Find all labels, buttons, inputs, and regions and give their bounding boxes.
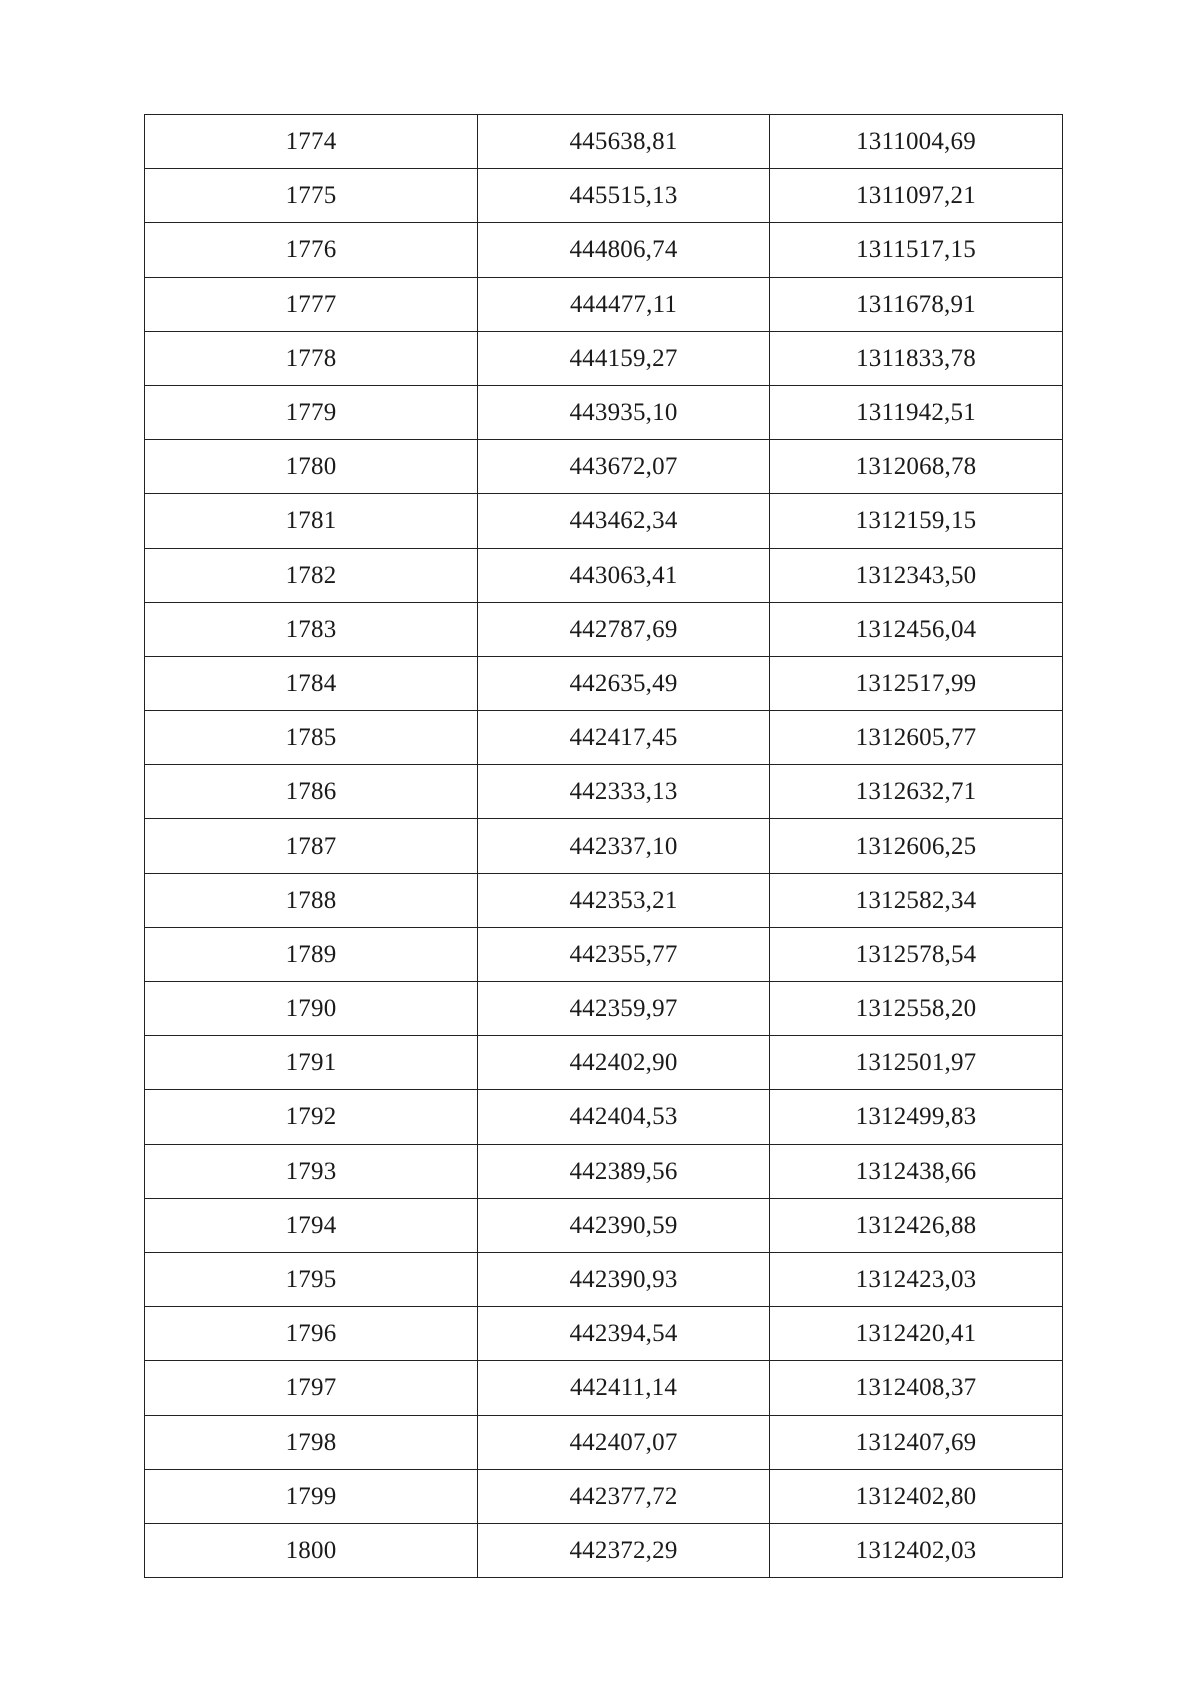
x-coordinate-cell: 442333,13 <box>478 765 770 819</box>
x-coordinate-cell: 442355,77 <box>478 927 770 981</box>
point-number-cell: 1783 <box>145 602 478 656</box>
point-number-cell: 1798 <box>145 1415 478 1469</box>
point-number-cell: 1799 <box>145 1469 478 1523</box>
y-coordinate-cell: 1311097,21 <box>770 169 1063 223</box>
table-row <box>145 602 1063 656</box>
y-coordinate-cell: 1312343,50 <box>770 548 1063 602</box>
table-row <box>145 1469 1063 1523</box>
x-coordinate-cell: 442389,56 <box>478 1144 770 1198</box>
table-row <box>145 494 1063 548</box>
y-coordinate-cell: 1311942,51 <box>770 385 1063 439</box>
point-number-cell: 1793 <box>145 1144 478 1198</box>
table-row <box>145 982 1063 1036</box>
table-row <box>145 1198 1063 1252</box>
x-coordinate-cell: 442404,53 <box>478 1090 770 1144</box>
x-coordinate-cell: 445515,13 <box>478 169 770 223</box>
point-number-cell: 1782 <box>145 548 478 602</box>
y-coordinate-cell: 1312582,34 <box>770 873 1063 927</box>
y-coordinate-cell: 1312068,78 <box>770 440 1063 494</box>
x-coordinate-cell: 442390,59 <box>478 1198 770 1252</box>
x-coordinate-cell: 442377,72 <box>478 1469 770 1523</box>
y-coordinate-cell: 1312456,04 <box>770 602 1063 656</box>
x-coordinate-cell: 443063,41 <box>478 548 770 602</box>
y-coordinate-cell: 1312438,66 <box>770 1144 1063 1198</box>
x-coordinate-cell: 443672,07 <box>478 440 770 494</box>
x-coordinate-cell: 442353,21 <box>478 873 770 927</box>
y-coordinate-cell: 1312423,03 <box>770 1252 1063 1306</box>
y-coordinate-cell: 1312408,37 <box>770 1361 1063 1415</box>
point-number-cell: 1774 <box>145 115 478 169</box>
table-row <box>145 1361 1063 1415</box>
x-coordinate-cell: 442402,90 <box>478 1036 770 1090</box>
x-coordinate-cell: 445638,81 <box>478 115 770 169</box>
y-coordinate-cell: 1311004,69 <box>770 115 1063 169</box>
point-number-cell: 1780 <box>145 440 478 494</box>
y-coordinate-cell: 1312578,54 <box>770 927 1063 981</box>
table-row <box>145 1144 1063 1198</box>
table-row <box>145 223 1063 277</box>
table-row <box>145 927 1063 981</box>
table-row <box>145 277 1063 331</box>
y-coordinate-cell: 1312605,77 <box>770 711 1063 765</box>
table-row <box>145 819 1063 873</box>
y-coordinate-cell: 1311678,91 <box>770 277 1063 331</box>
table-row <box>145 385 1063 439</box>
x-coordinate-cell: 444159,27 <box>478 331 770 385</box>
y-coordinate-cell: 1312426,88 <box>770 1198 1063 1252</box>
x-coordinate-cell: 443462,34 <box>478 494 770 548</box>
table-row <box>145 1252 1063 1306</box>
table-row <box>145 1090 1063 1144</box>
table-row <box>145 169 1063 223</box>
table-row <box>145 440 1063 494</box>
point-number-cell: 1800 <box>145 1523 478 1577</box>
x-coordinate-cell: 442407,07 <box>478 1415 770 1469</box>
coordinates-table-body <box>145 115 1063 1578</box>
y-coordinate-cell: 1312402,03 <box>770 1523 1063 1577</box>
y-coordinate-cell: 1312517,99 <box>770 656 1063 710</box>
table-row <box>145 1523 1063 1577</box>
point-number-cell: 1794 <box>145 1198 478 1252</box>
y-coordinate-cell: 1312501,97 <box>770 1036 1063 1090</box>
y-coordinate-cell: 1312632,71 <box>770 765 1063 819</box>
point-number-cell: 1777 <box>145 277 478 331</box>
table-row <box>145 1307 1063 1361</box>
x-coordinate-cell: 442372,29 <box>478 1523 770 1577</box>
point-number-cell: 1791 <box>145 1036 478 1090</box>
table-row <box>145 656 1063 710</box>
table-row <box>145 1415 1063 1469</box>
x-coordinate-cell: 442359,97 <box>478 982 770 1036</box>
y-coordinate-cell: 1312402,80 <box>770 1469 1063 1523</box>
x-coordinate-cell: 442635,49 <box>478 656 770 710</box>
table-row <box>145 765 1063 819</box>
x-coordinate-cell: 442411,14 <box>478 1361 770 1415</box>
point-number-cell: 1787 <box>145 819 478 873</box>
y-coordinate-cell: 1312499,83 <box>770 1090 1063 1144</box>
point-number-cell: 1781 <box>145 494 478 548</box>
point-number-cell: 1789 <box>145 927 478 981</box>
y-coordinate-cell: 1311517,15 <box>770 223 1063 277</box>
x-coordinate-cell: 442337,10 <box>478 819 770 873</box>
point-number-cell: 1776 <box>145 223 478 277</box>
y-coordinate-cell: 1312407,69 <box>770 1415 1063 1469</box>
table-row <box>145 548 1063 602</box>
point-number-cell: 1779 <box>145 385 478 439</box>
point-number-cell: 1786 <box>145 765 478 819</box>
point-number-cell: 1797 <box>145 1361 478 1415</box>
point-number-cell: 1775 <box>145 169 478 223</box>
x-coordinate-cell: 442394,54 <box>478 1307 770 1361</box>
point-number-cell: 1792 <box>145 1090 478 1144</box>
point-number-cell: 1790 <box>145 982 478 1036</box>
y-coordinate-cell: 1311833,78 <box>770 331 1063 385</box>
coordinates-table <box>144 114 1063 1578</box>
point-number-cell: 1795 <box>145 1252 478 1306</box>
point-number-cell: 1784 <box>145 656 478 710</box>
x-coordinate-cell: 442787,69 <box>478 602 770 656</box>
x-coordinate-cell: 444477,11 <box>478 277 770 331</box>
x-coordinate-cell: 442390,93 <box>478 1252 770 1306</box>
x-coordinate-cell: 443935,10 <box>478 385 770 439</box>
y-coordinate-cell: 1312420,41 <box>770 1307 1063 1361</box>
point-number-cell: 1785 <box>145 711 478 765</box>
table-row <box>145 115 1063 169</box>
y-coordinate-cell: 1312558,20 <box>770 982 1063 1036</box>
point-number-cell: 1788 <box>145 873 478 927</box>
table-row <box>145 873 1063 927</box>
table-row <box>145 711 1063 765</box>
point-number-cell: 1796 <box>145 1307 478 1361</box>
point-number-cell: 1778 <box>145 331 478 385</box>
table-row <box>145 1036 1063 1090</box>
x-coordinate-cell: 442417,45 <box>478 711 770 765</box>
y-coordinate-cell: 1312159,15 <box>770 494 1063 548</box>
y-coordinate-cell: 1312606,25 <box>770 819 1063 873</box>
x-coordinate-cell: 444806,74 <box>478 223 770 277</box>
table-row <box>145 331 1063 385</box>
